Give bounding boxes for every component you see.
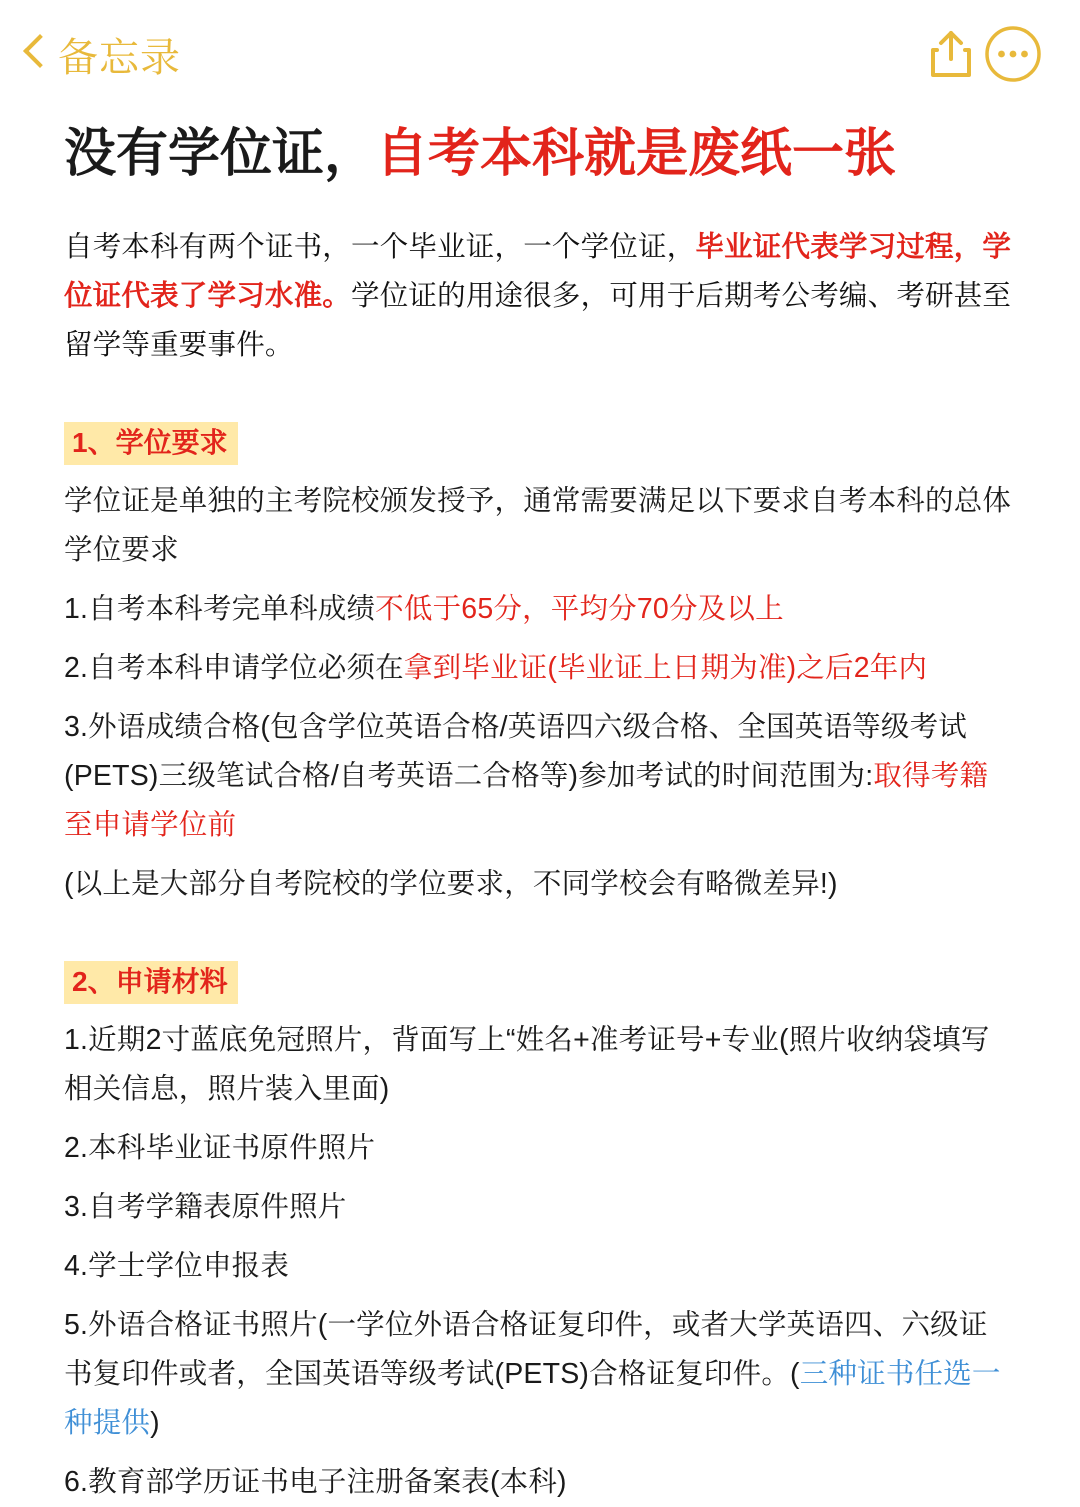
item-1-text: 1.自考本科考完单科成绩 — [64, 593, 376, 626]
note-content — [0, 122, 1080, 1507]
section-2-item-2: 2.本科毕业证书原件照片 — [64, 1132, 376, 1165]
section-1 — [64, 370, 1016, 909]
section-2-item-3: 3.自考学籍表原件照片 — [64, 1191, 347, 1224]
intro-text-1: 自考本科有两个证书，一个毕业证，一个学位证， — [64, 231, 696, 263]
section-1-item-2 — [64, 644, 1016, 693]
section-2-item-1: 1.近期2寸蓝底免冠照片，背面写上“姓名+准考证号+专业(照片收纳袋填写相关信息，照片装入里面) — [64, 1024, 990, 1106]
chevron-left-icon[interactable] — [18, 31, 52, 77]
share-icon[interactable] — [920, 23, 982, 85]
title-part-2: 自考本科就是废纸一张 — [376, 125, 897, 183]
item-3-highlight: 取得考籍至申请学位前 — [64, 760, 989, 842]
item-5-text-a: 5.外语合格证书照片(一学位外语合格证复印件，或者大学英语四、六级证书复印件或者，全国英语等级考试(PETS)合格证复印件。( — [64, 1309, 988, 1391]
item-2-highlight: 拿到毕业证(毕业证上日期为准)之后2年内 — [403, 652, 928, 685]
intro-text-2: 学位证的用途很多，可用于后期考公考编、考研甚至留学等重要事件。 — [64, 280, 1012, 362]
section-2-item-4: 4.学士学位申报表 — [64, 1250, 290, 1283]
section-1-note: (以上是大部分自考院校的学位要求，不同学校会有略微差异!) — [64, 868, 838, 901]
intro-paragraph — [64, 223, 1016, 370]
title-part-1: 没有学位证， — [64, 125, 377, 183]
app-title: 备忘录 — [58, 35, 181, 80]
section-2-item-6: 6.教育部学历证书电子注册备案表(本科) — [64, 1466, 567, 1499]
section-1-lead: 学位证是单独的主考院校颁发授予，通常需要满足以下要求自考本科的总体学位要求 — [64, 485, 1012, 567]
page-title — [64, 122, 1016, 187]
top-navigation-bar — [0, 0, 1080, 108]
item-3-text: 3.外语成绩合格(包含学位英语合格/英语四六级合格、全国英语等级考试(PETS)三级笔试合格/自考英语二合格等)参加考试的时间范围为: — [64, 711, 967, 793]
item-2-text: 2.自考本科申请学位必须在 — [64, 652, 404, 685]
item-1-highlight: 不低于65分，平均分70分及以上 — [375, 593, 784, 626]
section-2 — [64, 909, 1016, 1507]
section-1-heading: 1、学位要求 — [64, 422, 238, 465]
section-1-item-1 — [64, 585, 1016, 634]
section-2-heading: 2、申请材料 — [64, 961, 238, 1004]
more-ellipsis-icon[interactable] — [982, 23, 1044, 85]
back-button[interactable] — [18, 26, 181, 83]
section-1-item-3 — [64, 703, 1016, 850]
item-5-text-b: ) — [150, 1407, 160, 1440]
section-2-item-5 — [64, 1301, 1016, 1448]
intro-text-highlight: 毕业证代表学习过程，学位证代表了学习水准。 — [64, 231, 1012, 313]
item-5-link-text[interactable]: 三种证书任选一种提供 — [64, 1358, 1001, 1440]
